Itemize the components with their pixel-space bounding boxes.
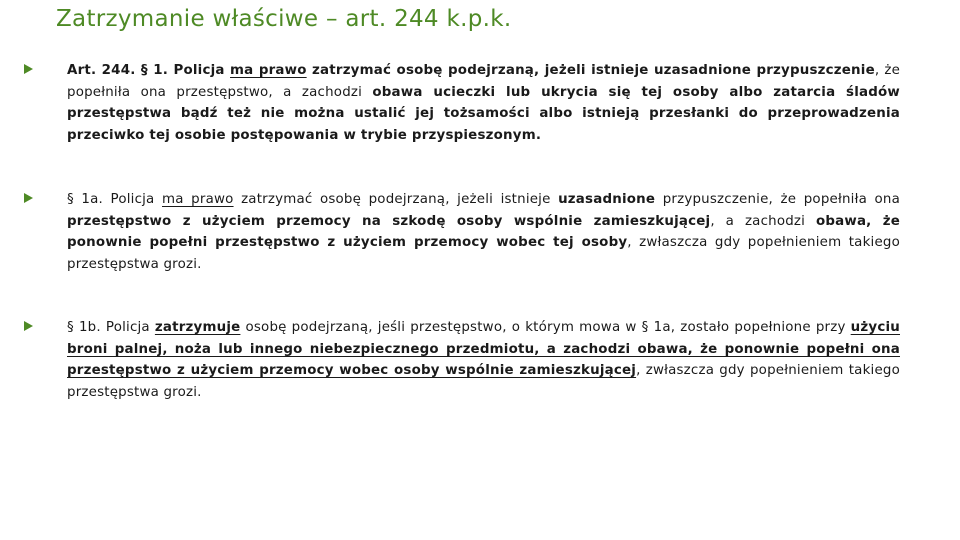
paragraph-art-244-par-1	[24, 60, 900, 146]
text-run: , zwłaszcza gdy popełnieniem takiego przestępstwa grozi.	[67, 363, 900, 400]
text-run: przypuszczenie, że popełniła ona	[655, 192, 900, 207]
text-run: zatrzymać osobę podejrzaną, jeżeli istnieje uzasadnione przypuszczenie	[306, 63, 875, 78]
paragraph-art-244-par-1b	[24, 317, 900, 403]
text-run: obawa, że ponownie popełni przestępstwo z użyciem przemocy wobec tej osoby	[67, 213, 901, 251]
text-run: użyciu broni palnej, noża lub innego niebezpiecznego przedmiotu, a zachodzi obawa, że ponownie popełni ona przestępstwo z użyciem przemocy wobec osoby wspólnie zamieszkującej	[67, 320, 900, 379]
text-run: , że popełniła ona przestępstwo, a zachodzi	[67, 63, 901, 100]
paragraph-art-244-par-1a	[24, 189, 900, 275]
text-run: przestępstwo z użyciem przemocy na szkodę osoby wspólnie zamieszkującej	[67, 213, 711, 229]
bullet-arrow-icon	[24, 64, 33, 74]
bullet-arrow-icon	[24, 193, 33, 203]
text-run: uzasadnione	[558, 192, 656, 207]
text-run: obawa ucieczki lub ukrycia się tej osoby albo zatarcia śladów przestępstwa bądź też nie można ustalić jej tożsamości albo istnieją przesłanki do przeprowadzenia przeciwko tej osobie postępowania w trybie przyspieszonym.	[67, 84, 900, 143]
text-run: § 1b. Policja	[67, 320, 155, 335]
text-run: ma prawo	[230, 63, 307, 78]
bullet-arrow-icon	[24, 321, 33, 331]
paragraph-text	[67, 189, 900, 275]
text-run: zatrzymać osobę podejrzaną, jeżeli istnieje	[233, 192, 559, 207]
slide-title: Zatrzymanie właściwe – art. 244 k.p.k.	[56, 6, 512, 32]
text-run: Art. 244. § 1. Policja	[67, 63, 231, 78]
text-run: § 1a. Policja	[67, 192, 162, 207]
paragraph-text	[67, 60, 900, 146]
text-run: , a zachodzi	[710, 213, 816, 229]
text-run: zatrzymuje	[154, 320, 241, 335]
text-run: ma prawo	[162, 192, 234, 207]
text-run: osobę podejrzaną, jeśli przestępstwo, o którym mowa w § 1a, zostało popełnione przy	[240, 320, 851, 335]
paragraph-text	[67, 317, 900, 403]
text-run: , zwłaszcza gdy popełnieniem takiego przestępstwa grozi.	[67, 235, 900, 272]
